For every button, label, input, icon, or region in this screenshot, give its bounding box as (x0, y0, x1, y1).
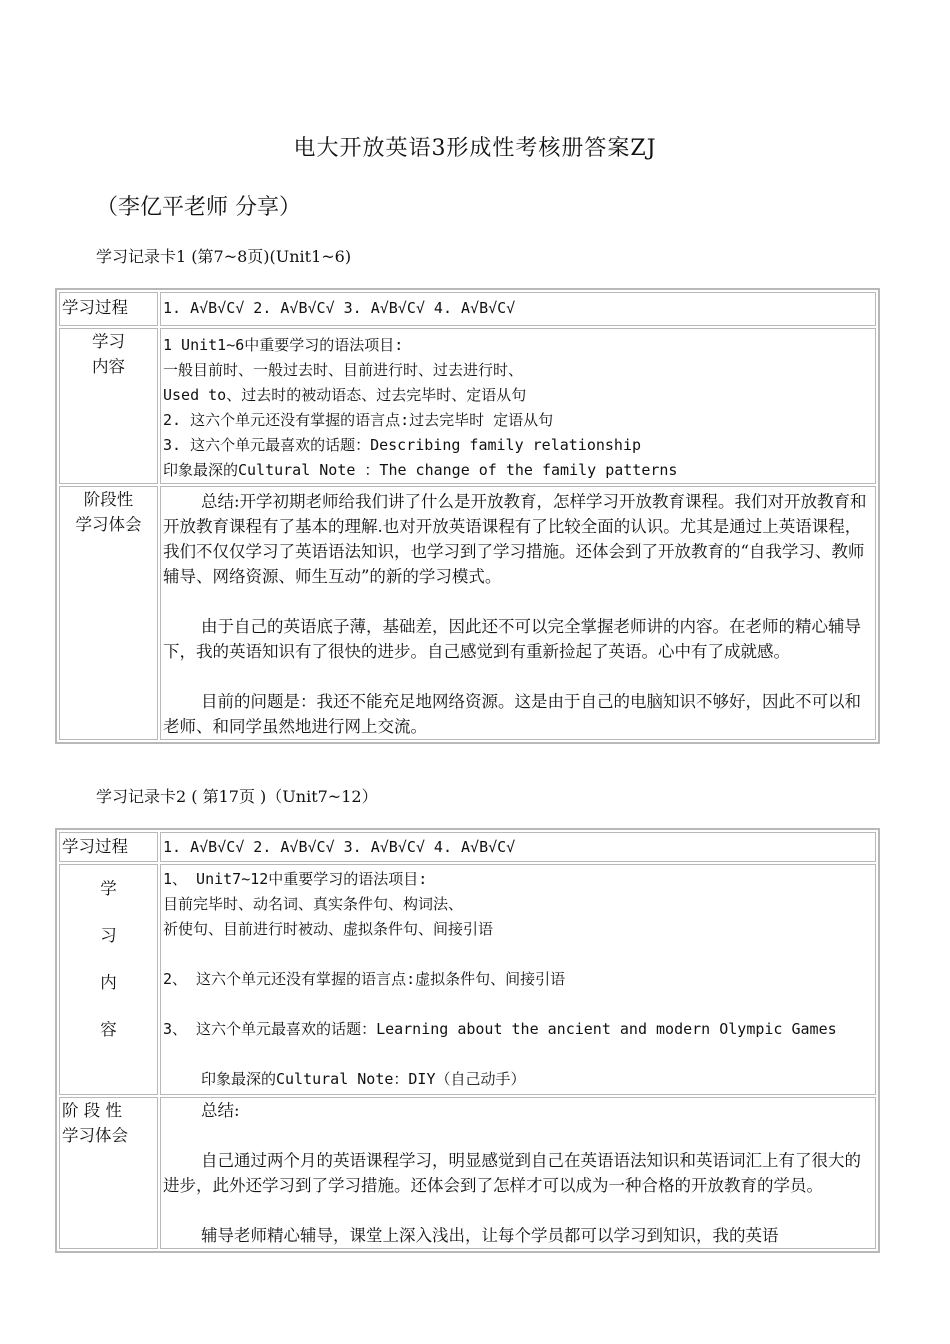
card1-table (55, 288, 880, 744)
card2-reflection-heading: 总结: (201, 1101, 240, 1120)
card1-content-label-line1: 学习 (92, 332, 125, 351)
card1-content-line: 一般目前时、一般过去时、目前进行时、过去进行时、 (163, 361, 524, 379)
card1-process-value: 1. A√B√C√ 2. A√B√C√ 3. A√B√C√ 4. A√B√C√ (160, 292, 876, 326)
document-subtitle: （李亿平老师 分享） (96, 195, 301, 220)
card1-heading: 学习记录卡1 (第7~8页)(Unit1~6) (96, 247, 352, 266)
card1-reflection-label-line2: 学习体会 (75, 515, 142, 534)
card1-content-line: 1 Unit1~6中重要学习的语法项目: (163, 336, 404, 354)
card1-reflection-value (160, 486, 876, 740)
card2-content-label-char: 容 (100, 1020, 117, 1039)
card2-reflection-label-line1: 阶 段 性 (62, 1101, 122, 1120)
card1-content-line: Used to、过去时的被动语态、过去完毕时、定语从句 (163, 386, 527, 404)
card1-content-line: 印象最深的Cultural Note ：The change of the family patterns (163, 461, 678, 479)
card2-row-process (59, 832, 876, 862)
card2-content-line: 印象最深的Cultural Note：DIY（自己动手） (201, 1070, 526, 1088)
card1-content-line: 2. 这六个单元还没有掌握的语言点:过去完毕时 定语从句 (163, 411, 554, 429)
card2-content-label-char: 习 (100, 926, 117, 945)
document-title: 电大开放英语3形成性考核册答案ZJ (293, 136, 657, 161)
card1-row-process (59, 292, 876, 326)
card1-content-line: 3. 这六个单元最喜欢的话题：Describing family relationship (163, 436, 642, 454)
card2-reflection-label-line2: 学习体会 (62, 1126, 128, 1145)
card1-reflection-paragraph: 由于自己的英语底子薄，基础差，因此还不可以完全掌握老师讲的内容。在老师的精心辅导下，我的英语知识有了很快的进步。自己感觉到有重新捡起了英语。心中有了成就感。 (163, 617, 861, 661)
card2-content-line: 2、 这六个单元还没有掌握的语言点:虚拟条件句、间接引语 (163, 970, 566, 988)
card2-reflection-value (160, 1097, 876, 1249)
card1-content-label-line2: 内容 (92, 357, 125, 376)
card1-content-label (59, 328, 158, 484)
card1-row-reflection (59, 486, 876, 740)
card1-reflection-label (59, 486, 158, 740)
card2-content-label-char: 学 (100, 879, 117, 898)
card2-content-line: 目前完毕时、动名词、真实条件句、构词法、 (163, 895, 464, 913)
card2-content-line: 祈使句、目前进行时被动、虚拟条件句、间接引语 (163, 920, 494, 938)
card2-heading: 学习记录卡2 ( 第17页 )（Unit7~12） (96, 787, 378, 806)
card1-process-label: 学习过程 (59, 292, 158, 326)
card2-table (55, 828, 880, 1253)
card2-content-value (160, 864, 876, 1095)
card1-reflection-paragraph: 目前的问题是：我还不能充足地网络资源。这是由于自己的电脑知识不够好，因此不可以和老师、和同学虽然地进行网上交流。 (163, 692, 861, 736)
card2-content-line: 1、 Unit7~12中重要学习的语法项目: (163, 870, 428, 888)
card2-reflection-paragraph: 辅导老师精心辅导，课堂上深入浅出，让每个学员都可以学习到知识，我的英语 (201, 1226, 779, 1245)
card2-content-line: 3、 这六个单元最喜欢的话题：Learning about the ancient and modern Olympic Games (163, 1020, 837, 1038)
card2-content-label (59, 864, 158, 1095)
card1-row-content (59, 328, 876, 484)
card2-process-label: 学习过程 (59, 832, 158, 862)
card2-reflection-label (59, 1097, 158, 1249)
card2-process-value: 1. A√B√C√ 2. A√B√C√ 3. A√B√C√ 4. A√B√C√ (160, 832, 876, 862)
card2-content-label-char: 内 (100, 973, 117, 992)
card1-content-value (160, 328, 876, 484)
card1-reflection-label-line1: 阶段性 (83, 490, 134, 509)
card1-reflection-paragraph: 总结:开学初期老师给我们讲了什么是开放教育，怎样学习开放教育课程。我们对开放教育和开放教育课程有了基本的理解.也对开放英语课程有了比较全面的认识。尤其是通过上英语课程，我们不仅仅学习了英语语法知识，也学习到了学习措施。还体会到了开放教育的“自我学习、教师辅导、网络资源、师生互动”的新的学习模式。 (163, 492, 867, 586)
card2-row-content (59, 864, 876, 1095)
card2-row-reflection (59, 1097, 876, 1249)
card2-reflection-paragraph: 自己通过两个月的英语课程学习，明显感觉到自己在英语语法知识和英语词汇上有了很大的进步，此外还学习到了学习措施。还体会到了怎样才可以成为一种合格的开放教育的学员。 (163, 1151, 861, 1195)
